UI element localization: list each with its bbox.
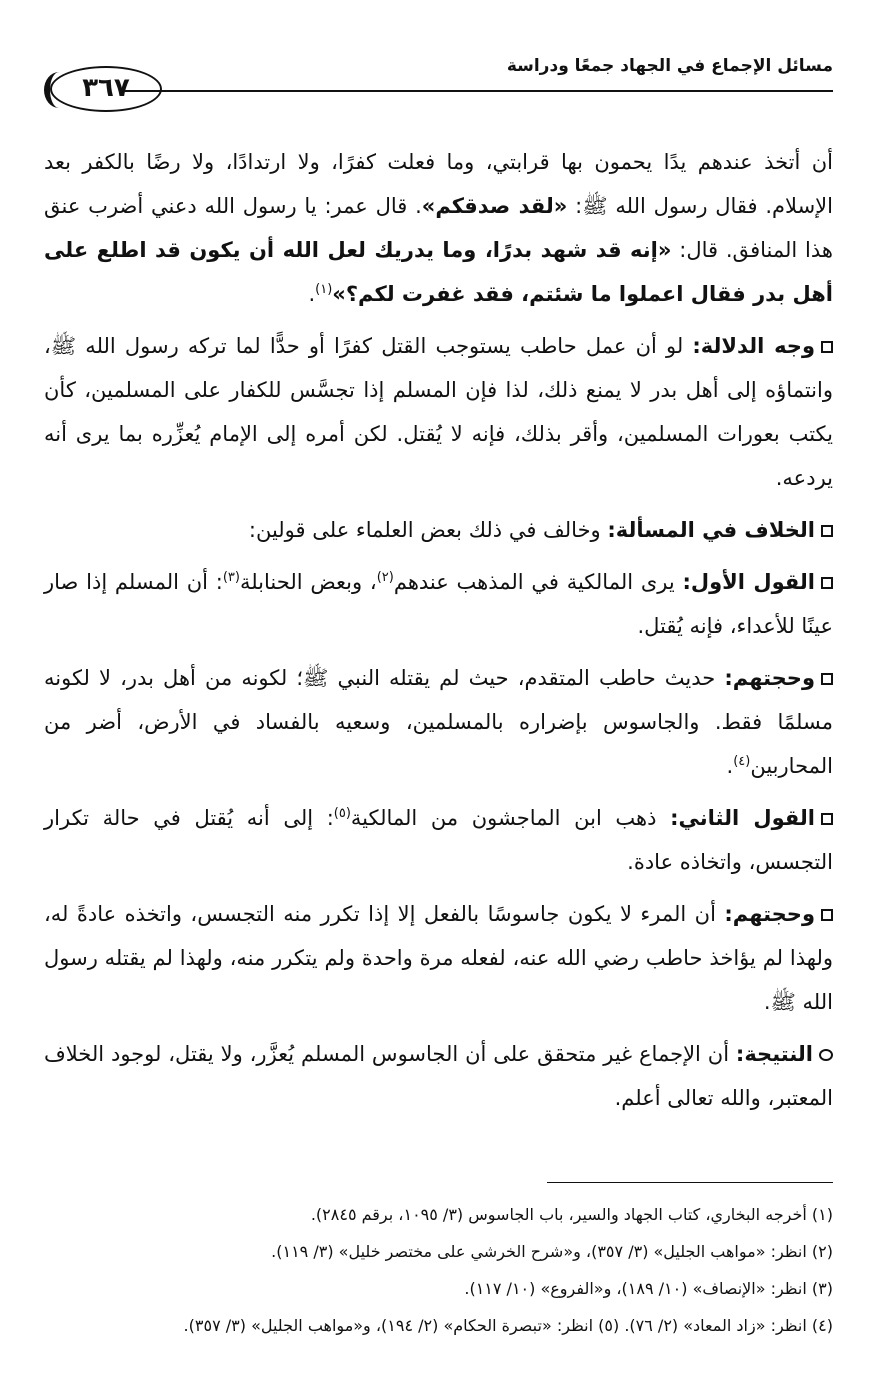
text-run: لو أن عمل حاطب يستوجب القتل كفرًا أو حدًّا لما تركه رسول الله ﷺ، وانتماؤه إلى أهل بدر لا يمنع ذلك، لذا فإن المسلم إذا تجسَّس للكفار على المسلمين، كأن يكتب بعورات المسلمين، وأقر بذلك، فإنه لا يُقتل. لكن أمره إلى الإمام يُعزِّره بما يرى أنه يردعه. xyxy=(44,334,833,490)
circle-bullet-icon xyxy=(819,1049,833,1061)
square-bullet-icon xyxy=(821,673,833,685)
paragraph-wajh-dalala xyxy=(44,324,833,500)
footnote-ref: (٢) xyxy=(376,570,394,585)
text-run: ذهب ابن الماجشون من المالكية xyxy=(350,806,671,830)
footnote-item: (٤) انظر: «زاد المعاد» (٢/ ٧٦). (٥) انظر: «تبصرة الحكام» (٢/ ١٩٤)، و«مواهب الجليل» (٣/ ٣٥٧). xyxy=(183,1316,833,1335)
text-run: حديث حاطب المتقدم، حيث لم يقتله النبي ﷺ؛ لكونه من أهل بدر، لا لكونه مسلمًا فقط. والجاسوس بإضراره بالمسلمين، وسعيه بالفساد في الأرض، أضر من المحاربين xyxy=(44,666,833,778)
paragraph-qawl-awwal xyxy=(44,560,833,648)
footnote-item: (٢) انظر: «مواهب الجليل» (٣/ ٣٥٧)، و«شرح الخرشي على مختصر خليل» (٣/ ١١٩). xyxy=(271,1242,833,1261)
section-label: النتيجة: xyxy=(735,1042,813,1066)
section-label: وحجتهم: xyxy=(724,902,815,926)
footnote-ref: (١) xyxy=(315,282,333,297)
running-title: مسائل الإجماع في الجهاد جمعًا ودراسة xyxy=(506,56,833,76)
text-run: وخالف في ذلك بعض العلماء على قولين: xyxy=(248,518,608,542)
text-run: أن المرء لا يكون جاسوسًا بالفعل إلا إذا تكرر منه التجسس، واتخذه عادةً له، ولهذا لم يؤاخذ حاطب رضي الله عنه، لفعله مرة واحدة ولم يتكرر منه، ولهذا لم يقتله رسول الله ﷺ. xyxy=(44,902,833,1014)
footnote-item: (٣) انظر: «الإنصاف» (١٠/ ١٨٩)، و«الفروع» (١٠/ ١١٧). xyxy=(464,1279,833,1298)
text-run: أن الإجماع غير متحقق على أن الجاسوس المسلم يُعزَّر، ولا يقتل، لوجود الخلاف المعتبر، والله تعالى أعلم. xyxy=(44,1042,833,1110)
section-label: الخلاف في المسألة: xyxy=(607,518,815,542)
text-run: أن أتخذ عندهم يدًا يحمون بها قرابتي، وما فعلت كفرًا، ولا ارتدادًا، ولا رضًا بالكفر بعد الإسلام. فقال رسول الله ﷺ: xyxy=(44,150,833,218)
text-run: يرى المالكية في المذهب عندهم xyxy=(393,570,683,594)
page-number: ٣٦٧ xyxy=(82,73,130,103)
page-header xyxy=(44,40,833,120)
bold-quote: «لقد صدقكم» xyxy=(421,194,568,218)
text-run: . xyxy=(308,282,316,306)
bold-quote: «إنه قد شهد بدرًا، وما يدريك لعل الله أن يكون قد اطلع على أهل بدر فقال اعملوا ما شئتم، فقد غفرت لكم؟» xyxy=(44,238,833,306)
footnote-separator xyxy=(547,1182,833,1183)
footnote-ref: (٣) xyxy=(222,570,240,585)
square-bullet-icon xyxy=(821,341,833,353)
square-bullet-icon xyxy=(821,577,833,589)
footnote-ref: (٤) xyxy=(733,754,751,769)
text-run: : أن المسلم إذا صار عينًا للأعداء، فإنه يُقتل. xyxy=(44,570,833,638)
text-run: . xyxy=(726,754,734,778)
section-label: القول الثاني: xyxy=(670,806,815,830)
square-bullet-icon xyxy=(821,813,833,825)
paragraph-hadith xyxy=(44,140,833,316)
footnotes xyxy=(44,1196,833,1344)
paragraph-hujjatuhum-2 xyxy=(44,892,833,1024)
page-number-frame xyxy=(50,66,162,112)
text-run: : إلى أنه يُقتل في حالة تكرار التجسس، واتخاذه عادة. xyxy=(44,806,833,874)
main-text xyxy=(44,140,833,1128)
text-run: . قال عمر: يا رسول الله دعني أضرب عنق هذا المنافق. قال: xyxy=(44,194,833,262)
footnote-ref: (٥) xyxy=(333,806,351,821)
footnote-item: (١) أخرجه البخاري، كتاب الجهاد والسير، باب الجاسوس (٣/ ١٠٩٥، برقم ٢٨٤٥). xyxy=(310,1205,833,1224)
paragraph-qawl-thani xyxy=(44,796,833,884)
section-label: وجه الدلالة: xyxy=(692,334,815,358)
section-label: القول الأول: xyxy=(682,570,815,594)
paragraph-natija xyxy=(44,1032,833,1120)
section-label: وحجتهم: xyxy=(724,666,815,690)
text-run: ، وبعض الحنابلة xyxy=(239,570,377,594)
header-rule xyxy=(124,90,833,92)
square-bullet-icon xyxy=(821,525,833,537)
square-bullet-icon xyxy=(821,909,833,921)
paragraph-hujjatuhum-1 xyxy=(44,656,833,788)
paragraph-khilaf xyxy=(44,508,833,552)
